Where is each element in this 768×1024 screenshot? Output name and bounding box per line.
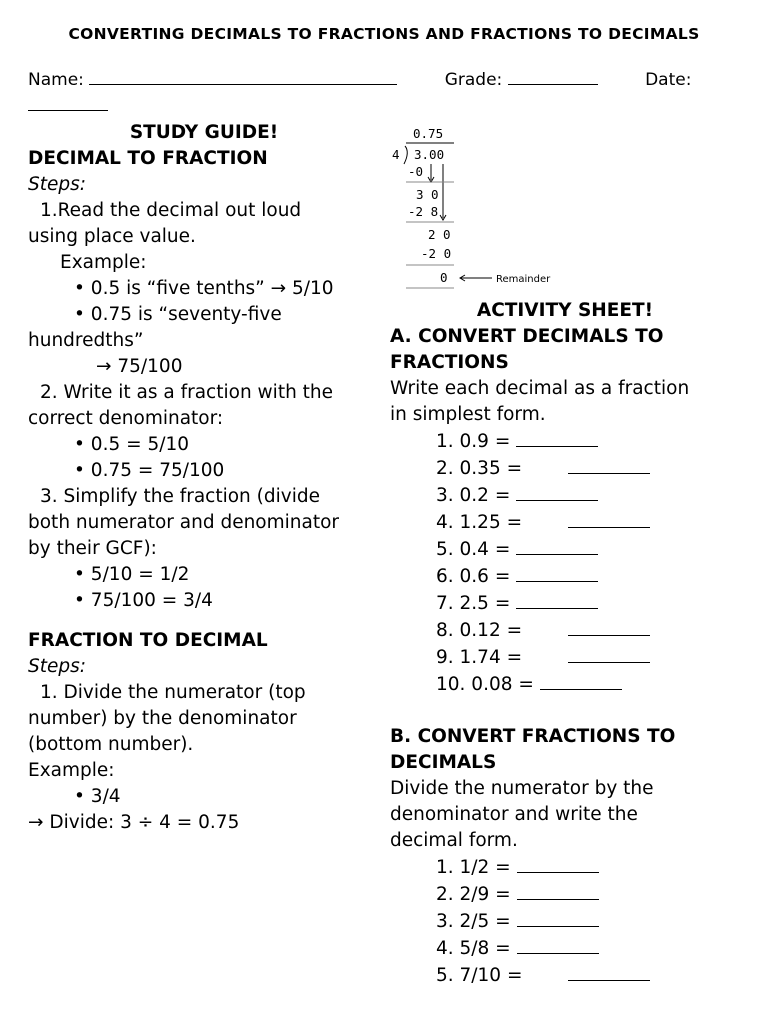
example-label: Example: xyxy=(60,252,147,273)
quotient: 0.75 xyxy=(413,126,444,141)
question-b-4: 4. 5/8 = xyxy=(390,935,740,962)
divisor: 4 xyxy=(392,147,400,162)
section-a-title-2: FRACTIONS xyxy=(390,352,509,373)
step-3-line-1: 3. Simplify the fraction (divide xyxy=(40,486,320,507)
section-a-instruction-2: in simplest form. xyxy=(390,404,546,425)
answer-blank[interactable] xyxy=(568,617,650,636)
answer-blank[interactable] xyxy=(568,509,650,528)
answer-blank[interactable] xyxy=(516,428,598,447)
example-2-line-2: hundredths” xyxy=(28,330,144,351)
remainder-value: 0 xyxy=(440,270,448,285)
question-a-2: 2. 0.35 = xyxy=(390,455,740,482)
f-step-1-line-2: number) by the denominator xyxy=(28,708,297,729)
step-subtract-3: -2 0 xyxy=(421,246,452,261)
answer-blank[interactable] xyxy=(516,563,598,582)
question-a-5: 5. 0.4 = xyxy=(390,536,740,563)
grade-label: Grade: xyxy=(444,70,503,90)
student-info-row xyxy=(28,67,748,119)
answer-blank[interactable] xyxy=(540,671,622,690)
answer-blank[interactable] xyxy=(516,482,598,501)
step-subtract-2: -2 8 xyxy=(408,204,439,219)
question-a-8: 8. 0.12 = xyxy=(390,617,740,644)
date-blank[interactable] xyxy=(28,94,108,111)
question-b-2: 2. 2/9 = xyxy=(390,881,740,908)
answer-blank[interactable] xyxy=(517,854,599,873)
f-example-label: Example: xyxy=(28,760,115,781)
example-2-line-3: → 75/100 xyxy=(96,356,183,377)
question-a-9: 9. 1.74 = xyxy=(390,644,740,671)
answer-blank[interactable] xyxy=(517,935,599,954)
grade-blank[interactable] xyxy=(508,68,598,85)
fraction-to-decimal-heading: FRACTION TO DECIMAL xyxy=(28,630,268,651)
question-a-3: 3. 0.2 = xyxy=(390,482,740,509)
example-1: • 0.5 is “five tenths” → 5/10 xyxy=(74,278,334,299)
long-division-diagram xyxy=(388,124,588,294)
answer-blank[interactable] xyxy=(517,881,599,900)
section-b-instruction-2: denominator and write the xyxy=(390,804,638,825)
step-3-line-2: both numerator and denominator xyxy=(28,512,340,533)
question-b-1: 1. 1/2 = xyxy=(390,854,740,881)
step-3-line-3: by their GCF): xyxy=(28,538,157,559)
decimal-to-fraction-heading: DECIMAL TO FRACTION xyxy=(28,148,268,169)
activity-sheet-column xyxy=(390,298,740,989)
step-1-line-1: 1.Read the decimal out loud xyxy=(40,200,302,221)
section-b-title-2: DECIMALS xyxy=(390,752,497,773)
activity-sheet-heading: ACTIVITY SHEET! xyxy=(476,300,654,321)
answer-blank[interactable] xyxy=(568,962,650,981)
f-example-1: • 3/4 xyxy=(74,786,121,807)
study-guide-column xyxy=(28,120,380,836)
answer-blank[interactable] xyxy=(568,644,650,663)
section-a-title-1: A. CONVERT DECIMALS TO xyxy=(390,326,664,347)
question-b-3: 3. 2/5 = xyxy=(390,908,740,935)
name-label: Name: xyxy=(28,70,84,90)
answer-blank[interactable] xyxy=(568,455,650,474)
remainder-label: Remainder xyxy=(496,274,551,285)
question-a-10: 10. 0.08 = xyxy=(390,671,740,698)
step-3-bullet-1: • 5/10 = 1/2 xyxy=(74,564,190,585)
question-a-6: 6. 0.6 = xyxy=(390,563,740,590)
step-2-bullet-2: • 0.75 = 75/100 xyxy=(74,460,225,481)
answer-blank[interactable] xyxy=(516,590,598,609)
f-step-1-line-3: (bottom number). xyxy=(28,734,194,755)
step-2-line-1: 2. Write it as a fraction with the xyxy=(40,382,334,403)
date-label: Date: xyxy=(645,70,692,90)
step-1-line-2: using place value. xyxy=(28,226,196,247)
steps-label: Steps: xyxy=(28,174,86,195)
section-b-instruction-1: Divide the numerator by the xyxy=(390,778,654,799)
question-a-1: 1. 0.9 = xyxy=(390,428,740,455)
question-a-7: 7. 2.5 = xyxy=(390,590,740,617)
step-subtract-1: -0 xyxy=(408,164,424,179)
question-b-5: 5. 7/10 = xyxy=(390,962,740,989)
example-2-line-1: • 0.75 is “seventy-five xyxy=(74,304,282,325)
section-b-instruction-3: decimal form. xyxy=(390,830,518,851)
section-a-instruction-1: Write each decimal as a fraction xyxy=(390,378,690,399)
step-2-bullet-1: • 0.5 = 5/10 xyxy=(74,434,190,455)
study-guide-heading: STUDY GUIDE! xyxy=(129,122,279,143)
f-example-2: → Divide: 3 ÷ 4 = 0.75 xyxy=(28,812,240,833)
step-3-bullet-2: • 75/100 = 3/4 xyxy=(74,590,213,611)
step-2-line-2: correct denominator: xyxy=(28,408,224,429)
f-step-1-line-1: 1. Divide the numerator (top xyxy=(40,682,306,703)
answer-blank[interactable] xyxy=(516,536,598,555)
worksheet-title: CONVERTING DECIMALS TO FRACTIONS AND FRACTIONS TO DECIMALS xyxy=(68,25,700,43)
name-blank[interactable] xyxy=(89,68,397,85)
answer-blank[interactable] xyxy=(517,908,599,927)
section-b-title-1: B. CONVERT FRACTIONS TO xyxy=(390,726,676,747)
steps-label-2: Steps: xyxy=(28,656,86,677)
question-a-4: 4. 1.25 = xyxy=(390,509,740,536)
step-bring-down-2: 2 0 xyxy=(428,227,451,242)
step-bring-down-1: 3 0 xyxy=(416,187,439,202)
dividend: 3.00 xyxy=(414,147,445,162)
